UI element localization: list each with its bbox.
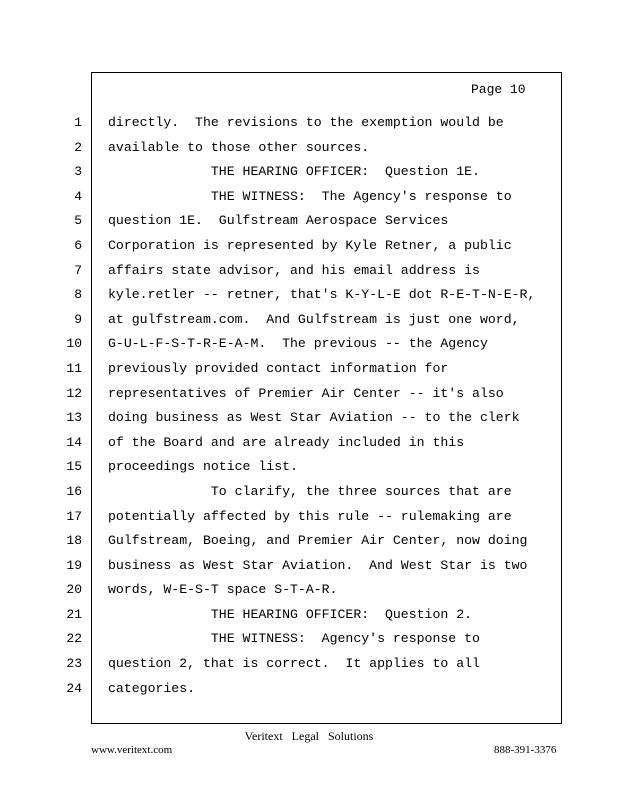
line-number: 4	[74, 188, 82, 204]
line-number: 19	[66, 557, 82, 573]
line-number: 13	[66, 410, 82, 426]
transcript-line: previously provided contact information for	[108, 360, 449, 376]
line-number: 5	[74, 213, 82, 229]
transcript-line: words, W-E-S-T space S-T-A-R.	[108, 582, 338, 598]
line-number: 14	[66, 434, 82, 450]
footer-phone: 888-391-3376	[494, 744, 557, 756]
line-number-column	[58, 111, 82, 701]
line-number: 23	[66, 656, 82, 672]
transcript-line: business as West Star Aviation. And West Star is two	[108, 557, 528, 573]
transcript-line: affairs state advisor, and his email address is	[108, 262, 480, 278]
line-number: 22	[66, 631, 82, 647]
transcript-line: categories.	[108, 680, 196, 696]
line-number: 1	[74, 115, 82, 130]
transcript-text	[108, 111, 558, 701]
line-number: 10	[66, 336, 82, 352]
transcript-line: Corporation is represented by Kyle Retner, a public	[108, 237, 512, 253]
footer-company: Veritext Legal Solutions	[244, 729, 374, 743]
line-number: 21	[66, 606, 82, 622]
transcript-line: available to those other sources.	[108, 139, 370, 155]
transcript-line: of the Board and are already included in this	[108, 434, 465, 450]
transcript-line: at gulfstream.com. And Gulfstream is just one word,	[108, 311, 520, 327]
line-number: 12	[66, 385, 82, 401]
transcript-line: representatives of Premier Air Center -- it's also	[108, 385, 504, 401]
line-number: 17	[66, 508, 82, 524]
transcript-line: kyle.retler -- retner, that's K-Y-L-E dot R-E-T-N-E-R,	[108, 287, 536, 303]
transcript-line: doing business as West Star Aviation -- to the clerk	[108, 410, 520, 426]
line-number: 20	[66, 582, 82, 598]
line-number: 9	[74, 311, 82, 327]
line-number: 16	[66, 483, 82, 499]
transcript-line: proceedings notice list.	[108, 459, 298, 475]
transcript-line: THE WITNESS: The Agency's response to	[108, 188, 512, 204]
transcript-line: question 1E. Gulfstream Aerospace Services	[108, 213, 449, 229]
transcript-line: directly. The revisions to the exemption would be	[108, 115, 504, 130]
transcript-line: To clarify, the three sources that are	[108, 483, 512, 499]
transcript-line: Gulfstream, Boeing, and Premier Air Center, now doing	[108, 533, 528, 549]
line-number: 18	[66, 533, 82, 549]
transcript-line: THE HEARING OFFICER: Question 1E.	[108, 164, 480, 180]
page-number: Page 10	[471, 82, 526, 97]
transcript-line: question 2, that is correct. It applies to all	[108, 656, 480, 672]
transcript-line: G-U-L-F-S-T-R-E-A-M. The previous -- the Agency	[108, 336, 488, 352]
transcript-line: THE HEARING OFFICER: Question 2.	[108, 606, 473, 622]
line-number: 2	[74, 139, 82, 155]
line-number: 6	[74, 237, 82, 253]
line-number: 15	[66, 459, 82, 475]
line-number: 8	[74, 287, 82, 303]
line-number: 7	[74, 262, 82, 278]
footer-website: www.veritext.com	[91, 744, 173, 756]
transcript-line: THE WITNESS: Agency's response to	[108, 631, 480, 647]
line-number: 11	[66, 360, 82, 376]
line-number: 24	[66, 680, 82, 696]
transcript-line: potentially affected by this rule -- rulemaking are	[108, 508, 512, 524]
line-number: 3	[74, 164, 82, 180]
